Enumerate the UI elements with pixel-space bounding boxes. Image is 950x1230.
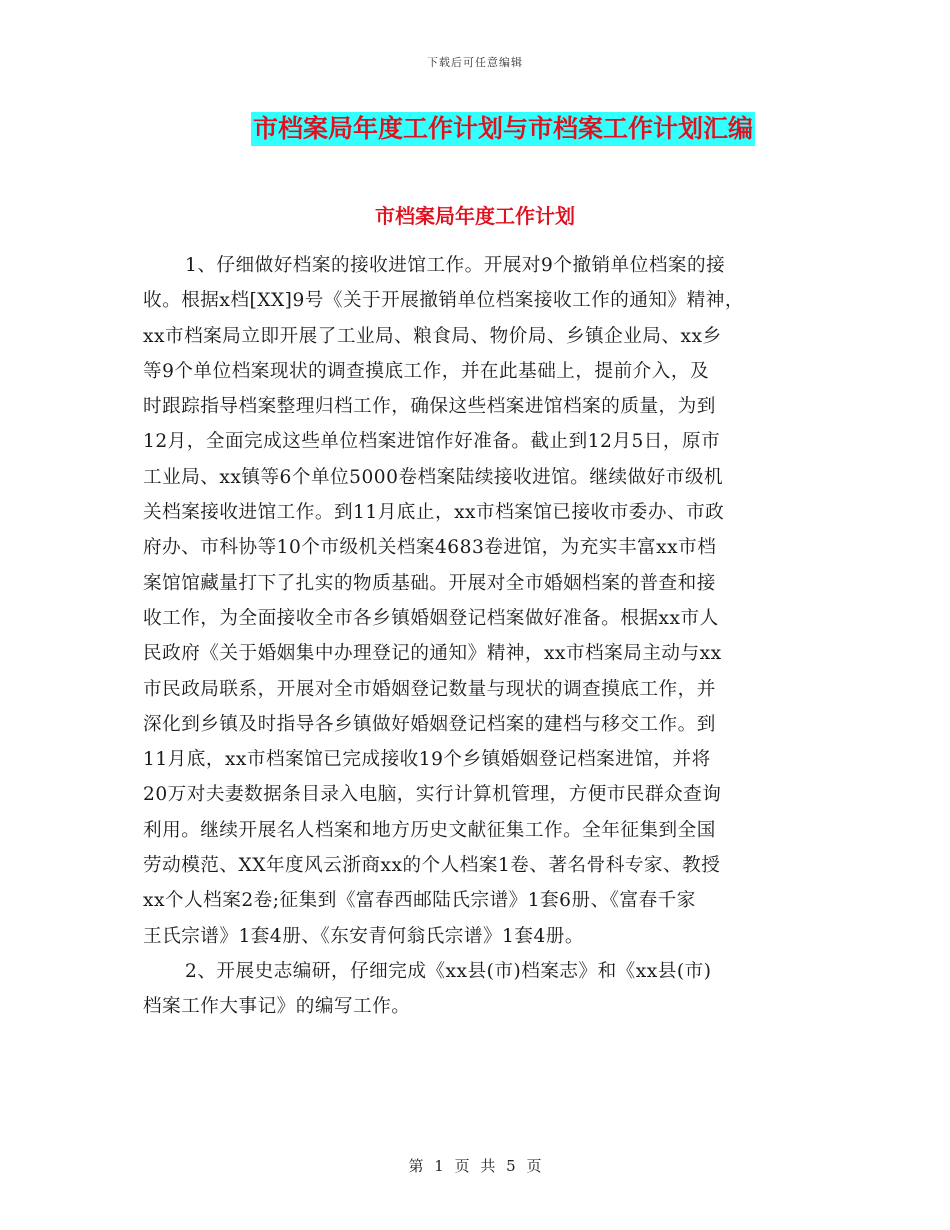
paragraph-line: 2、开展史志编研，仔细完成《xx县(市)档案志》和《xx县(市)	[185, 960, 712, 982]
paragraph-1	[143, 248, 811, 954]
paragraph-line: 11月底，xx市档案馆已完成接收19个乡镇婚姻登记档案进馆，并将	[143, 749, 711, 771]
section-title: 市档案局年度工作计划	[375, 204, 575, 228]
header-note: 下载后可任意编辑	[427, 56, 523, 69]
paragraph-line: 深化到乡镇及时指导各乡镇做好婚姻登记档案的建档与移交工作。到	[143, 713, 716, 735]
paragraph-line: 民政府《关于婚姻集中办理登记的通知》精神，xx市档案局主动与xx	[143, 643, 722, 665]
paragraph-line: 案馆馆藏量打下了扎实的物质基础。开展对全市婚姻档案的普查和接	[143, 572, 716, 594]
paragraph-line: 劳动模范、XX年度风云浙商xx的个人档案1卷、著名骨科专家、教授	[143, 855, 721, 877]
paragraph-line: 20万对夫妻数据条目录入电脑，实行计算机管理，方便市民群众查询	[143, 784, 722, 806]
document-body	[143, 248, 811, 1025]
page-footer: 第 1 页 共 5 页	[408, 1157, 542, 1175]
paragraph-line: 收工作，为全面接收全市各乡镇婚姻登记档案做好准备。根据xx市人	[143, 607, 719, 629]
paragraph-line: 利用。继续开展名人档案和地方历史文献征集工作。全年征集到全国	[143, 819, 716, 841]
paragraph-line: 12月，全面完成这些单位档案进馆作好准备。截止到12月5日，原市	[143, 431, 721, 453]
paragraph-2	[143, 954, 811, 1025]
paragraph-line: xx个人档案2卷;征集到《富春西邮陆氏宗谱》1套6册、《富春千家	[143, 890, 696, 912]
paragraph-line: 工业局、xx镇等6个单位5000卷档案陆续接收进馆。继续做好市级机	[143, 466, 724, 488]
paragraph-line: 关档案接收进馆工作。到11月底止，xx市档案馆已接收市委办、市政	[143, 502, 725, 524]
paragraph-line: 1、仔细做好档案的接收进馆工作。开展对9个撤销单位档案的接	[185, 255, 726, 276]
paragraph-line: 档案工作大事记》的编写工作。	[143, 996, 411, 1018]
paragraph-line: xx市档案局立即开展了工业局、粮食局、物价局、乡镇企业局、xx乡	[143, 325, 722, 347]
paragraph-line: 府办、市科协等10个市级机关档案4683卷进馆，为充实丰富xx市档	[143, 537, 717, 559]
document-title-wrap	[0, 112, 950, 146]
paragraph-line: 王氏宗谱》1套4册、《东安青何翁氏宗谱》1套4册。	[143, 925, 584, 947]
paragraph-line: 收。根据x档[XX]9号《关于开展撤销单位档案接收工作的通知》精神，	[143, 290, 744, 312]
paragraph-line: 时跟踪指导档案整理归档工作，确保这些档案进馆档案的质量，为到	[143, 396, 716, 418]
paragraph-line: 等9个单位档案现状的调查摸底工作，并在此基础上，提前介入，及	[143, 360, 710, 382]
paragraph-line: 市民政局联系，开展对全市婚姻登记数量与现状的调查摸底工作，并	[143, 678, 716, 700]
document-title: 市档案局年度工作计划与市档案工作计划汇编	[251, 112, 755, 146]
